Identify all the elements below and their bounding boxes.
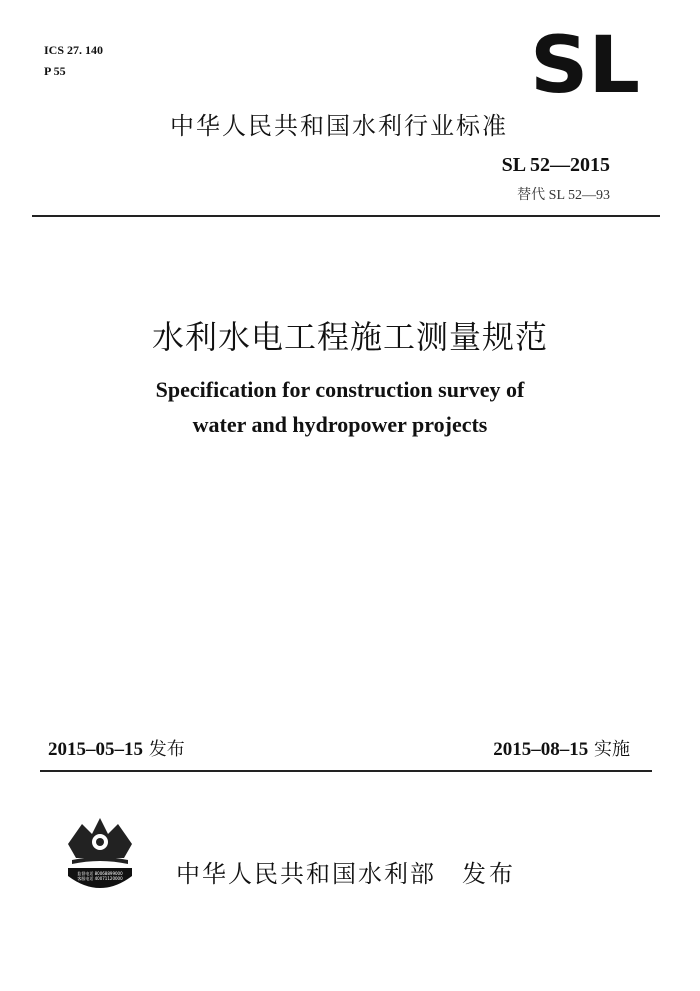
class-code: P 55 [44, 64, 66, 78]
issue-date-block [48, 735, 185, 761]
implementation-date: 2015–08–15 [493, 739, 589, 760]
title-english [0, 372, 680, 442]
replaces-standard: 替代 SL 52—93 [517, 188, 610, 203]
implementation-label: 实施 [594, 739, 630, 760]
top-divider [32, 215, 660, 217]
emblem-line-2: 客服电话 40071120000 [77, 876, 123, 881]
bottom-divider [40, 770, 652, 772]
issue-label: 发布 [148, 739, 185, 760]
emblem-phone-lines [64, 871, 136, 881]
industry-standard-heading: 中华人民共和国水利行业标准 [170, 112, 508, 140]
issue-date: 2015–05–15 [48, 739, 143, 760]
sl-logo-text: SL [530, 30, 640, 98]
publisher-name: 中华人民共和国水利部 [176, 860, 436, 888]
title-english-line1: Specification for construction survey of [155, 377, 525, 402]
ministry-emblem-icon [62, 814, 138, 900]
classification-codes [44, 40, 103, 82]
title-chinese: 水利水电工程施工测量规范 [151, 318, 548, 356]
ics-code: ICS 27. 140 [44, 43, 104, 57]
emblem-line-1: 监督电话 80068899000 [77, 871, 123, 876]
title-english-line2: water and hydropower projects [192, 412, 488, 437]
publish-label: 发布 [462, 860, 516, 888]
sl-logo [530, 30, 640, 98]
implementation-date-block [493, 735, 630, 761]
standard-number: SL 52—2015 [501, 154, 610, 176]
